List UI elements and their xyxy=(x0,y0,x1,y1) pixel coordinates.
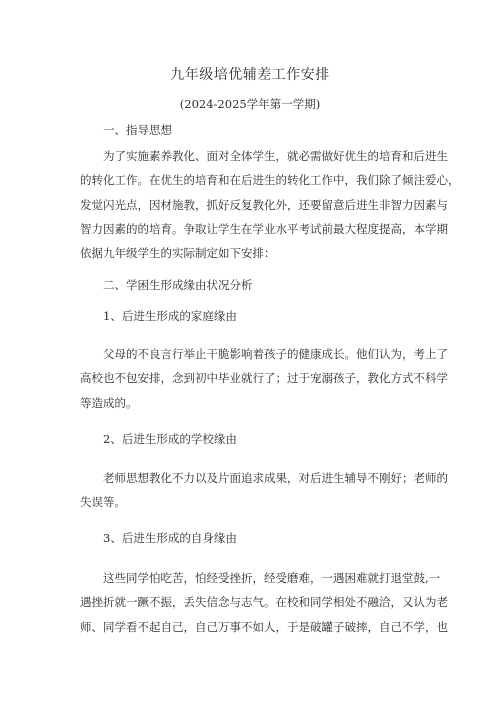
subsection-1-paragraph xyxy=(80,342,448,415)
document-subtitle: (2024-2025学年第一学期) xyxy=(179,97,321,111)
paragraph-line: 师、同学看不起自己，自己万事不如人，于是破罐子破摔，自己不学，也 xyxy=(80,619,448,634)
paragraph-line: 的转化工作。在优生的培育和在后进生的转化工作中，我们除了倾注爱心， xyxy=(80,173,460,188)
paragraph-line: 为了实施素养教化、面对全体学生，就必需做好优生的培育和后进生 xyxy=(103,149,448,163)
paragraph-line: 依据九年级学生的实际制定如下安排： xyxy=(80,246,276,261)
paragraph-line: 等造成的。 xyxy=(80,395,138,410)
subsection-3-heading: 3、后进生形成的自身缘由 xyxy=(103,531,237,545)
section-1-heading: 一、指导思想 xyxy=(103,123,172,137)
subsection-2-paragraph xyxy=(80,466,448,515)
paragraph-line: 发觉闪光点，因材施教，抓好反复教化外，还要留意后进生非智力因素与 xyxy=(80,197,448,212)
paragraph-line: 这些同学怕吃苦，怕经受挫折，经受磨难，一遇困难就打退堂鼓,一 xyxy=(103,571,441,585)
paragraph-line: 老师思想教化不力以及片面追求成果，对后进生辅导不刚好；老师的 xyxy=(103,471,448,485)
paragraph-line: 高校也不包安排，念到初中毕业就行了；过于宠溺孩子，教化方式不科学 xyxy=(80,371,448,386)
document-title: 九年级培优辅差工作安排 xyxy=(170,67,330,83)
subsection-2-heading: 2、后进生形成的学校缘由 xyxy=(103,432,237,446)
section-1-paragraph xyxy=(80,144,460,265)
paragraph-line: 智力因素的的培育。争取让学生在学业水平考试前最大程度提高，本学期 xyxy=(80,221,448,236)
subsection-3-paragraph xyxy=(80,566,448,639)
paragraph-line: 遇挫折就一蹶不振，丢失信念与志气。在校和同学相处不融洽，又认为老 xyxy=(80,595,448,610)
section-2-heading: 二、学困生形成缘由状况分析 xyxy=(103,278,253,292)
subsection-1-heading: 1、后进生形成的家庭缘由 xyxy=(103,309,237,323)
paragraph-line: 失误等。 xyxy=(80,495,126,510)
paragraph-line: 父母的不良言行举止干脆影响着孩子的健康成长。他们认为，考上了 xyxy=(103,347,448,361)
